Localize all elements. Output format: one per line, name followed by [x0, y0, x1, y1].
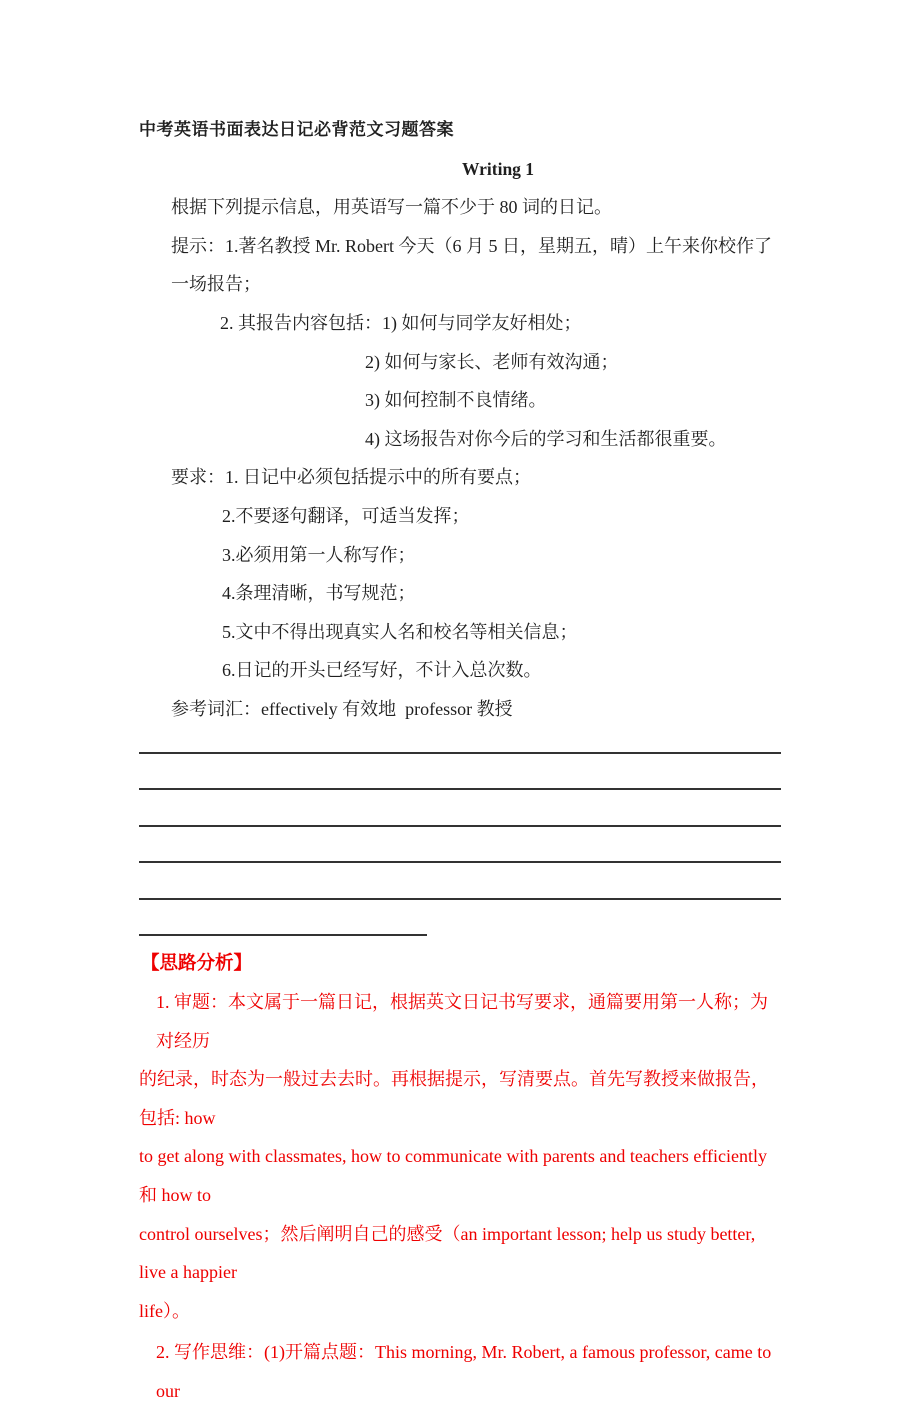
- answer-line-short: [139, 900, 427, 936]
- analysis-para1-line5: life）。: [139, 1300, 190, 1321]
- answer-line: [139, 729, 781, 754]
- analysis-para1-line4: control ourselves；然后阐明自己的感受（an important lesson; help us study better, live a happier: [139, 1223, 760, 1283]
- requirement-line-1: 要求：1. 日记中必须包括提示中的所有要点；: [171, 467, 531, 488]
- analysis-heading: 【思路分析】: [141, 953, 253, 974]
- writing-heading: Writing 1: [461, 158, 535, 179]
- analysis-para1-line1: 1. 审题：本文属于一篇日记，根据英文日记书写要求，通篇要用第一人称；为对经历: [156, 992, 768, 1051]
- requirement-item-4: 4.条理清晰，书写规范；: [222, 583, 416, 604]
- answer-line: [139, 863, 781, 900]
- analysis-para1-line3: to get along with classmates, how to communicate with parents and teachers efficiently 和 how to: [139, 1146, 772, 1206]
- hint-line-2: 2. 其报告内容包括：1) 如何与同学友好相处；: [220, 312, 582, 333]
- analysis-para2: 2. 写作思维：(1)开篇点题：This morning, Mr. Robert, a famous professor, came to our: [156, 1342, 776, 1402]
- analysis-para1-line2: 的纪录，时态为一般过去去时。再根据提示，写清要点。首先写教授来做报告，包括: how: [139, 1069, 769, 1128]
- requirement-item-6: 6.日记的开头已经写好，不计入总次数。: [222, 660, 542, 681]
- hint-subitem-3: 3) 如何控制不良情绪。: [365, 390, 547, 411]
- hint-subitem-4: 4) 这场报告对你今后的学习和生活都很重要。: [365, 428, 727, 449]
- analysis-section: [139, 945, 781, 1411]
- answer-line: [139, 754, 781, 791]
- answer-line: [139, 790, 781, 827]
- answer-line: [139, 827, 781, 864]
- requirement-item-2: 2.不要逐句翻译，可适当发挥；: [222, 505, 470, 526]
- answer-writing-area: [139, 729, 781, 936]
- hint-subitem-2: 2) 如何与家长、老师有效沟通；: [365, 351, 619, 372]
- document-title: 中考英语书面表达日记必背范文习题答案: [139, 120, 454, 139]
- task-intro: 根据下列提示信息，用英语写一篇不少于 80 词的日记。: [171, 197, 612, 218]
- requirement-item-3: 3.必须用第一人称写作；: [222, 544, 416, 565]
- requirement-item-5: 5.文中不得出现真实人名和校名等相关信息；: [222, 621, 578, 642]
- hint-line-1: 提示：1.著名教授 Mr. Robert 今天（6 月 5 日，星期五，晴）上午来你校作了一场报告；: [171, 235, 772, 295]
- vocabulary-line: 参考词汇：effectively 有效地 professor 教授: [171, 698, 513, 719]
